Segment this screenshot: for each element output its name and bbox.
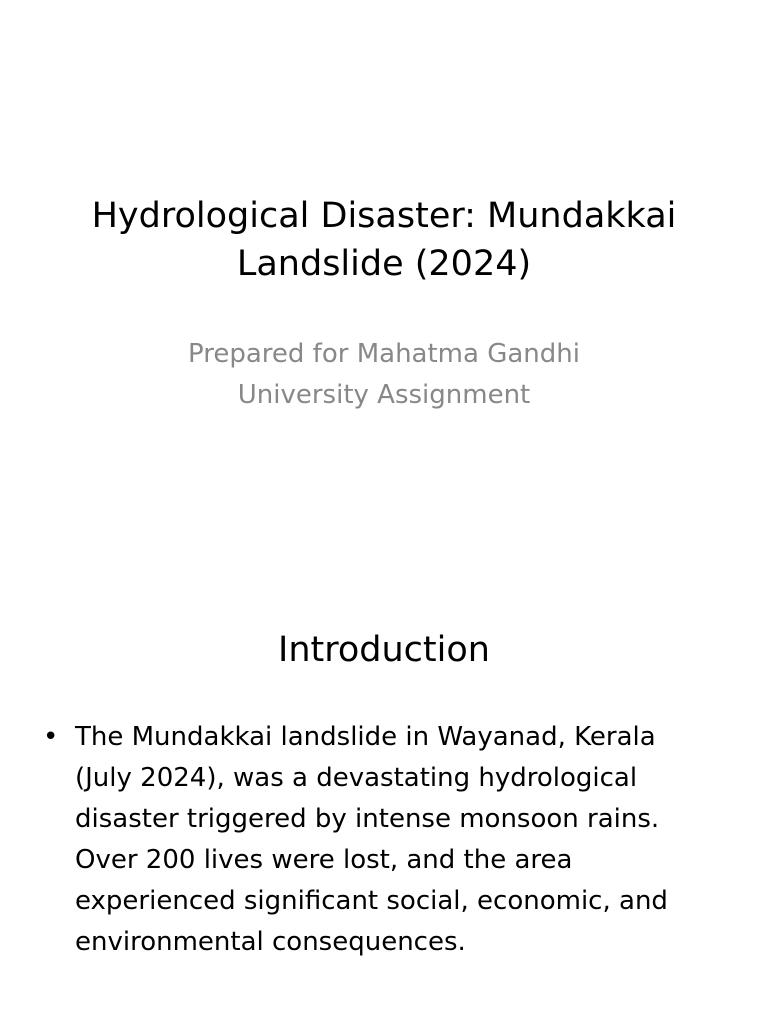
bullet-line: experienced significant social, economic, and: [75, 886, 668, 916]
slide-title-line: Hydrological Disaster: Mundakkai: [91, 196, 677, 236]
bullet-line: environmental consequences.: [75, 927, 466, 957]
list-item: [40, 717, 730, 963]
bullet-line: (July 2024), was a devastating hydrological: [75, 763, 638, 793]
section-title: Introduction: [278, 630, 490, 670]
bullet-icon: •: [43, 722, 59, 752]
bullet-line: Over 200 lives were lost, and the area: [75, 845, 573, 875]
slide-subtitle: [80, 334, 688, 416]
bullet-list: [40, 717, 730, 963]
slide-subtitle-line: University Assignment: [237, 380, 531, 410]
slide-title: [40, 192, 728, 288]
introduction-slide: [0, 512, 768, 1024]
slide-subtitle-line: Prepared for Mahatma Gandhi: [188, 339, 580, 369]
bullet-line: The Mundakkai landslide in Wayanad, Kerala: [75, 722, 656, 752]
slide-title-line: Landslide (2024): [236, 244, 532, 284]
bullet-line: disaster triggered by intense monsoon rains.: [75, 804, 660, 834]
